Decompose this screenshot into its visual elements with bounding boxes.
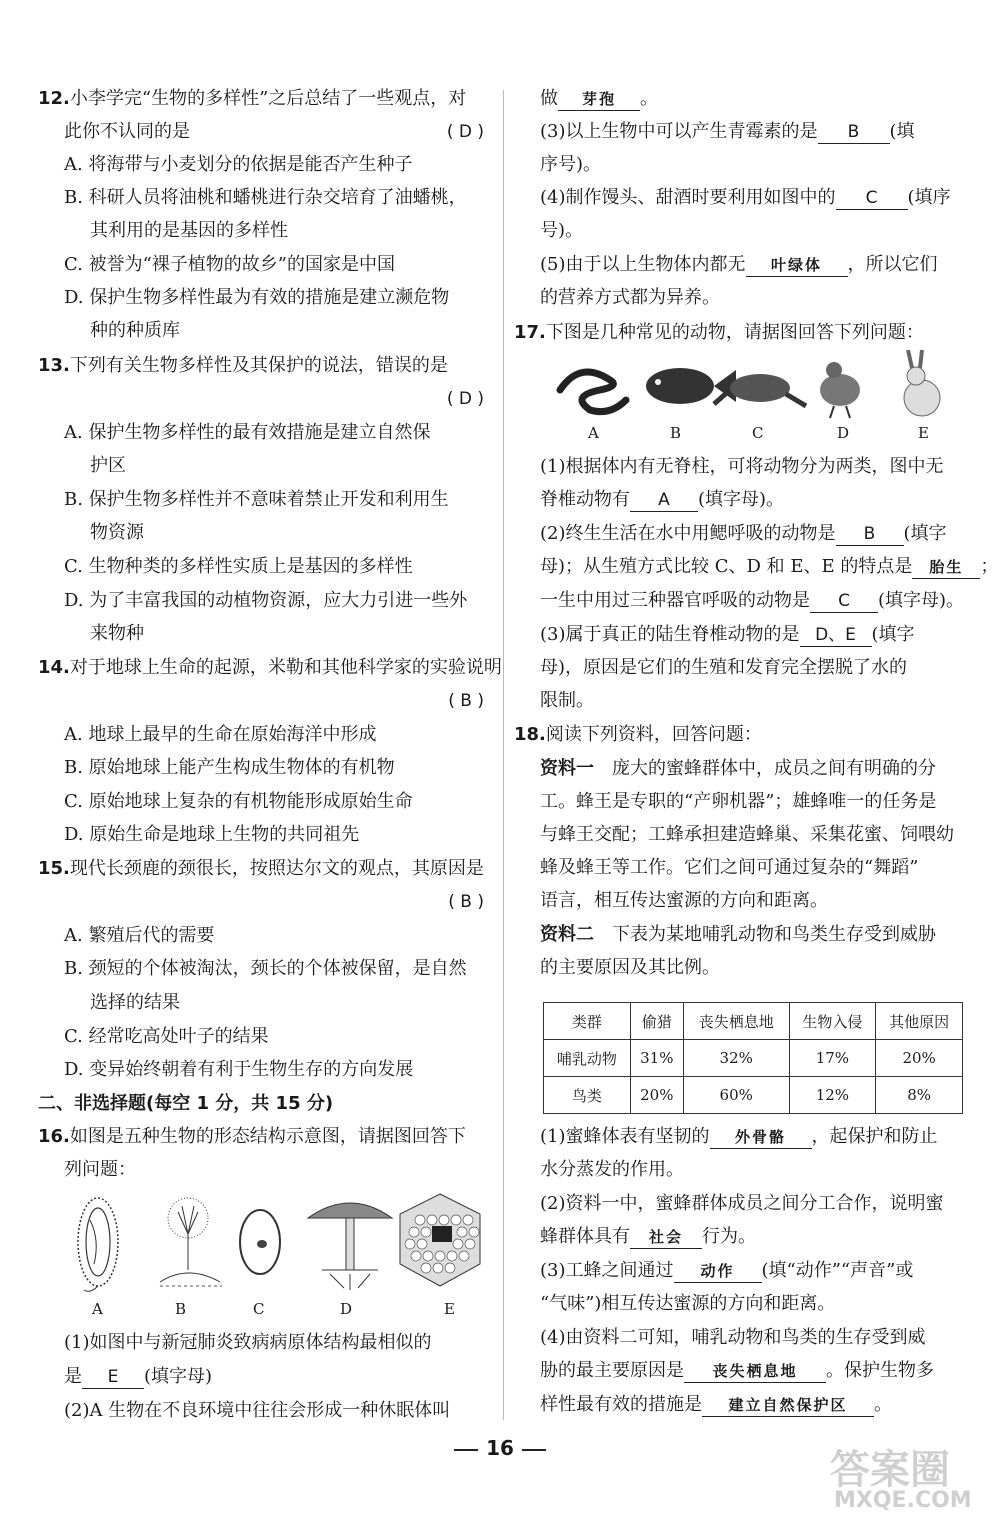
q17-part2: (2)终生生活在水中用鳃呼吸的动物是 B (填字 (540, 523, 947, 544)
table-cell: 31% (630, 1040, 683, 1077)
virus-illustration (400, 1194, 480, 1286)
q18-part3-cont: “气味”)相互传达蜜源的方向和距离。 (540, 1293, 836, 1314)
q13-option-d-cont: 来物种 (90, 623, 144, 644)
yeast-illustration (240, 1210, 280, 1274)
page-number: 16 (440, 1436, 560, 1460)
material-one: 资料一 庞大的蜜蜂群体中，成员之间有明确的分 (540, 758, 936, 779)
material-two: 资料二 下表为某地哺乳动物和鸟类生存受到威胁 (540, 924, 936, 945)
q17-label-b: B (670, 424, 682, 442)
q17-part3-cont2: 限制。 (540, 690, 594, 711)
watermark-logo (820, 1438, 990, 1518)
section-heading: 二、非选择题(每空 1 分，共 15 分) (38, 1093, 334, 1114)
q16-part4-cont: 号)。 (540, 220, 584, 241)
q16-part1-answer: E (82, 1366, 144, 1389)
q18-part3: (3)工蜂之间通过 动作 (填“动作”“声音”或 (540, 1260, 914, 1281)
material-one-line4: 蜂及蜂王等工作。它们之间可通过复杂的“舞蹈” (540, 857, 919, 878)
q18-stem: 18.阅读下列资料，回答问题： (514, 724, 762, 745)
q16-label-d: D (340, 1300, 353, 1318)
q18-part4-cont: 胁的最主要原因是 丧失栖息地 。保护生物多 (540, 1360, 934, 1381)
q16-part1-cont: 是 E (填字母) (64, 1366, 213, 1387)
q16-label-b: B (175, 1300, 187, 1318)
table-header-cell: 丧失栖息地 (683, 1003, 789, 1040)
material-one-line2: 工。蜂王是专职的“产卵机器”；雄蜂唯一的任务是 (540, 791, 937, 812)
table-cell: 17% (789, 1040, 876, 1077)
q14-option-d: D. 原始生命是地球上生物的共同祖先 (64, 824, 360, 845)
q18-part4-answer-a: 丧失栖息地 (684, 1360, 826, 1383)
q12-option-a: A. 将海带与小麦划分的依据是能否产生种子 (64, 154, 413, 175)
table-header-cell: 偷猎 (630, 1003, 683, 1040)
q12-option-b: B. 科研人员将油桃和蟠桃进行杂交培育了油蟠桃， (64, 187, 467, 208)
table-header-cell: 生物入侵 (789, 1003, 876, 1040)
q13-option-b-cont: 物资源 (90, 522, 144, 543)
q16-label-e: E (444, 1300, 455, 1318)
q15-option-c: C. 经常吃高处叶子的结果 (64, 1026, 269, 1047)
q13-option-b: B. 保护生物多样性并不意味着禁止开发和利用生 (64, 489, 449, 510)
q15-option-a: A. 繁殖后代的需要 (64, 925, 215, 946)
q16-organisms-figure (60, 1190, 500, 1300)
table-cell: 20% (630, 1077, 683, 1114)
q17-part1-cont: 脊椎动物有 A (填字母)。 (540, 489, 785, 510)
q18-part2-answer: 社会 (630, 1226, 702, 1249)
q17-label-d: D (837, 424, 850, 442)
q17-part2-answer-a: B (836, 523, 904, 546)
q13-option-a-cont: 护区 (90, 455, 126, 476)
column-divider (503, 90, 504, 1420)
q18-part2-cont: 蜂群体具有 社会 行为。 (540, 1226, 756, 1247)
q17-part1-answer: A (630, 489, 698, 512)
q12-option-d-cont: 种的种质库 (90, 320, 180, 341)
bacterium-illustration (78, 1198, 118, 1291)
q16-part3-cont: 序号)。 (540, 154, 602, 175)
q13-option-d: D. 为了丰富我国的动植物资源，应大力引进一些外 (64, 590, 468, 611)
q17-part1: (1)根据体内有无脊柱，可将动物分为两类，图中无 (540, 456, 944, 477)
q18-part1-answer: 外骨骼 (710, 1126, 812, 1149)
q14-option-c: C. 原始地球上复杂的有机物能形成原始生命 (64, 791, 413, 812)
table-cell: 哺乳动物 (544, 1040, 631, 1077)
q12-answer: ( D ) (446, 122, 484, 142)
mushroom-illustration (308, 1203, 392, 1290)
q17-part3-answer: D、E (800, 624, 872, 647)
mold-illustration (160, 1198, 222, 1286)
q16-part1: (1)如图中与新冠肺炎致病病原体结构最相似的 (64, 1332, 432, 1353)
q18-part1: (1)蜜蜂体表有坚韧的 外骨骼 ，起保护和防止 (540, 1126, 938, 1147)
q15-option-d: D. 变异始终朝着有利于生物生存的方向发展 (64, 1059, 414, 1080)
material-two-title: 资料二 (540, 924, 594, 945)
table-header-row (544, 1003, 963, 1040)
pigeon-illustration (820, 362, 860, 418)
threat-causes-table (543, 1002, 963, 1114)
table-cell: 12% (789, 1077, 876, 1114)
table-cell: 鸟类 (544, 1077, 631, 1114)
q12-stem-line2: 此你不认同的是 ( D ) (64, 119, 494, 145)
table-row (544, 1077, 963, 1114)
q16-part3: (3)以上生物中可以产生青霉素的是 B (填 (540, 121, 915, 142)
material-one-line5: 语言，相互传达蜜源的方向和距离。 (540, 890, 828, 911)
q12-stem (38, 86, 466, 112)
table-cell: 60% (683, 1077, 789, 1114)
q17-part2-answer-b: 胎生 (912, 556, 980, 579)
q17-label-c: C (752, 424, 764, 442)
q12-number: 12. (38, 88, 70, 109)
earthworm-illustration (560, 372, 626, 412)
q16-part2-cont: 做 芽孢 。 (540, 88, 658, 109)
q12-option-c: C. 被誉为“裸子植物的故乡”的国家是中国 (64, 254, 395, 275)
table-cell: 20% (876, 1040, 963, 1077)
q17-part3: (3)属于真正的陆生脊椎动物的是 D、E (填字 (540, 624, 915, 645)
q13-option-a: A. 保护生物多样性的最有效措施是建立自然保 (64, 422, 431, 443)
q17-animals-figure (550, 350, 950, 422)
rabbit-illustration (904, 350, 940, 416)
q17-label-e: E (918, 424, 929, 442)
table-row (544, 1040, 963, 1077)
q15-answer: ( B ) (448, 892, 484, 912)
q16-part5-answer: 叶绿体 (746, 254, 848, 277)
q14-answer: ( B ) (448, 691, 484, 711)
q16-part4: (4)制作馒头、甜酒时要利用如图中的 C (填序 (540, 187, 951, 208)
watermark-logo-cn: 答案圈 (830, 1447, 950, 1493)
q13-answer: ( D ) (446, 389, 484, 409)
q16-part2-answer: 芽孢 (558, 88, 640, 111)
q13-stem: 13.下列有关生物多样性及其保护的说法，错误的是 (38, 355, 448, 376)
table-header-cell: 其他原因 (876, 1003, 963, 1040)
q17-part2-cont2: 一生中用过三种器官呼吸的动物是 C (填字母)。 (540, 590, 965, 611)
material-one-title: 资料一 (540, 758, 594, 779)
q17-stem: 17.下图是几种常见的动物，请据图回答下列问题： (514, 322, 924, 343)
q15-stem: 15.现代长颈鹿的颈很长，按照达尔文的观点，其原因是 (38, 858, 484, 879)
q16-label-a: A (92, 1300, 103, 1318)
watermark-logo-en: MXQE.COM (834, 1488, 972, 1513)
q16-stem: 16.如图是五种生物的形态结构示意图，请据图回答下 (38, 1126, 466, 1147)
q17-part3-cont: 母)，原因是它们的生殖和发育完全摆脱了水的 (540, 657, 908, 678)
q15-option-b: B. 颈短的个体被淘汰，颈长的个体被保留，是自然 (64, 958, 467, 979)
q14-option-b: B. 原始地球上能产生构成生物体的有机物 (64, 757, 395, 778)
table-cell: 8% (876, 1077, 963, 1114)
q12-stem-text: 小李学完“生物的多样性”之后总结了一些观点，对 (69, 88, 467, 109)
q18-part4-answer-b: 建立自然保护区 (702, 1394, 874, 1417)
q16-stem-line2: 列问题： (64, 1159, 136, 1180)
q14-stem: 14.对于地球上生命的起源，米勒和其他科学家的实验说明 (38, 657, 502, 678)
q13-option-c: C. 生物种类的多样性实质上是基因的多样性 (64, 556, 413, 577)
q16-part4-answer: C (836, 187, 908, 210)
q18-part3-answer: 动作 (674, 1260, 762, 1283)
material-one-line3: 与蜂王交配；工蜂承担建造蜂巢、采集花蜜、饲喂幼 (540, 824, 954, 845)
table-cell: 32% (683, 1040, 789, 1077)
q17-label-a: A (588, 424, 599, 442)
q18-part2: (2)资料一中，蜜蜂群体成员之间分工合作，说明蜜 (540, 1193, 944, 1214)
q16-part2: (2)A 生物在不良环境中往往会形成一种休眠体叫 (64, 1400, 451, 1421)
q16-label-c: C (253, 1300, 265, 1318)
q16-part3-answer: B (818, 121, 890, 144)
q18-part4: (4)由资料二可知，哺乳动物和鸟类的生存受到威 (540, 1327, 926, 1348)
q16-part5-cont: 的营养方式都为异养。 (540, 287, 720, 308)
q15-option-b-cont: 选择的结果 (90, 992, 180, 1013)
q18-part4-cont2: 样性最有效的措施是 建立自然保护区 。 (540, 1394, 892, 1415)
q17-part2-cont: 母)；从生殖方式比较 C、D 和 E、E 的特点是 胎生 ； (540, 556, 999, 577)
q18-part1-cont: 水分蒸发的作用。 (540, 1159, 684, 1180)
q14-option-a: A. 地球上最早的生命在原始海洋中形成 (64, 724, 377, 745)
q16-part5: (5)由于以上生物体内都无 叶绿体 ，所以它们 (540, 254, 938, 275)
q12-option-b-cont: 其利用的是基因的多样性 (90, 220, 288, 241)
table-header-cell: 类群 (544, 1003, 631, 1040)
q12-option-d: D. 保护生物多样性最为有效的措施是建立濒危物 (64, 287, 450, 308)
material-two-line2: 的主要原因及其比例。 (540, 957, 720, 978)
q17-part2-answer-c: C (810, 590, 878, 613)
